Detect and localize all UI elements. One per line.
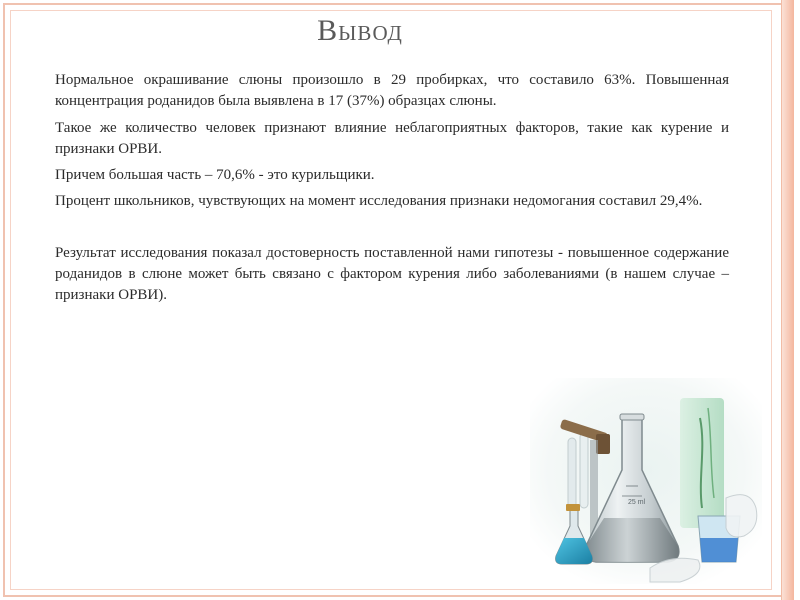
paragraph-symptoms: Процент школьников, чувствующих на момент исследования признаки недомогания составил 29,4%.: [55, 193, 703, 210]
paragraph-factors: Такое же количество человек признают влияние неблагоприятных факторов, такие как курение и признаки ОРВИ.: [55, 119, 729, 157]
slide-body: [55, 70, 729, 312]
paragraph-smokers: Причем большая часть – 70,6% - это курильщики.: [55, 167, 375, 184]
green-beaker-icon: [680, 398, 724, 528]
slide-title: Вывод: [317, 14, 403, 47]
laboratory-glassware-image: [530, 378, 762, 584]
slide-right-band: [781, 0, 794, 600]
flask-label: 25 ml: [628, 499, 646, 506]
paragraph-conclusion: Результат исследования показал достоверность поставленной нами гипотезы - повышенное содержание роданидов в слюне может быть связано с фактором курения либо заболеваниями (в нашем случае – признаки ОРВИ).: [55, 244, 729, 304]
paragraph-results: Нормальное окрашивание слюны произошло в 29 пробирках, что составило 63%. Повышенная концентрация роданидов была выявлена в 17 (37%) образцах слюны.: [55, 72, 729, 110]
